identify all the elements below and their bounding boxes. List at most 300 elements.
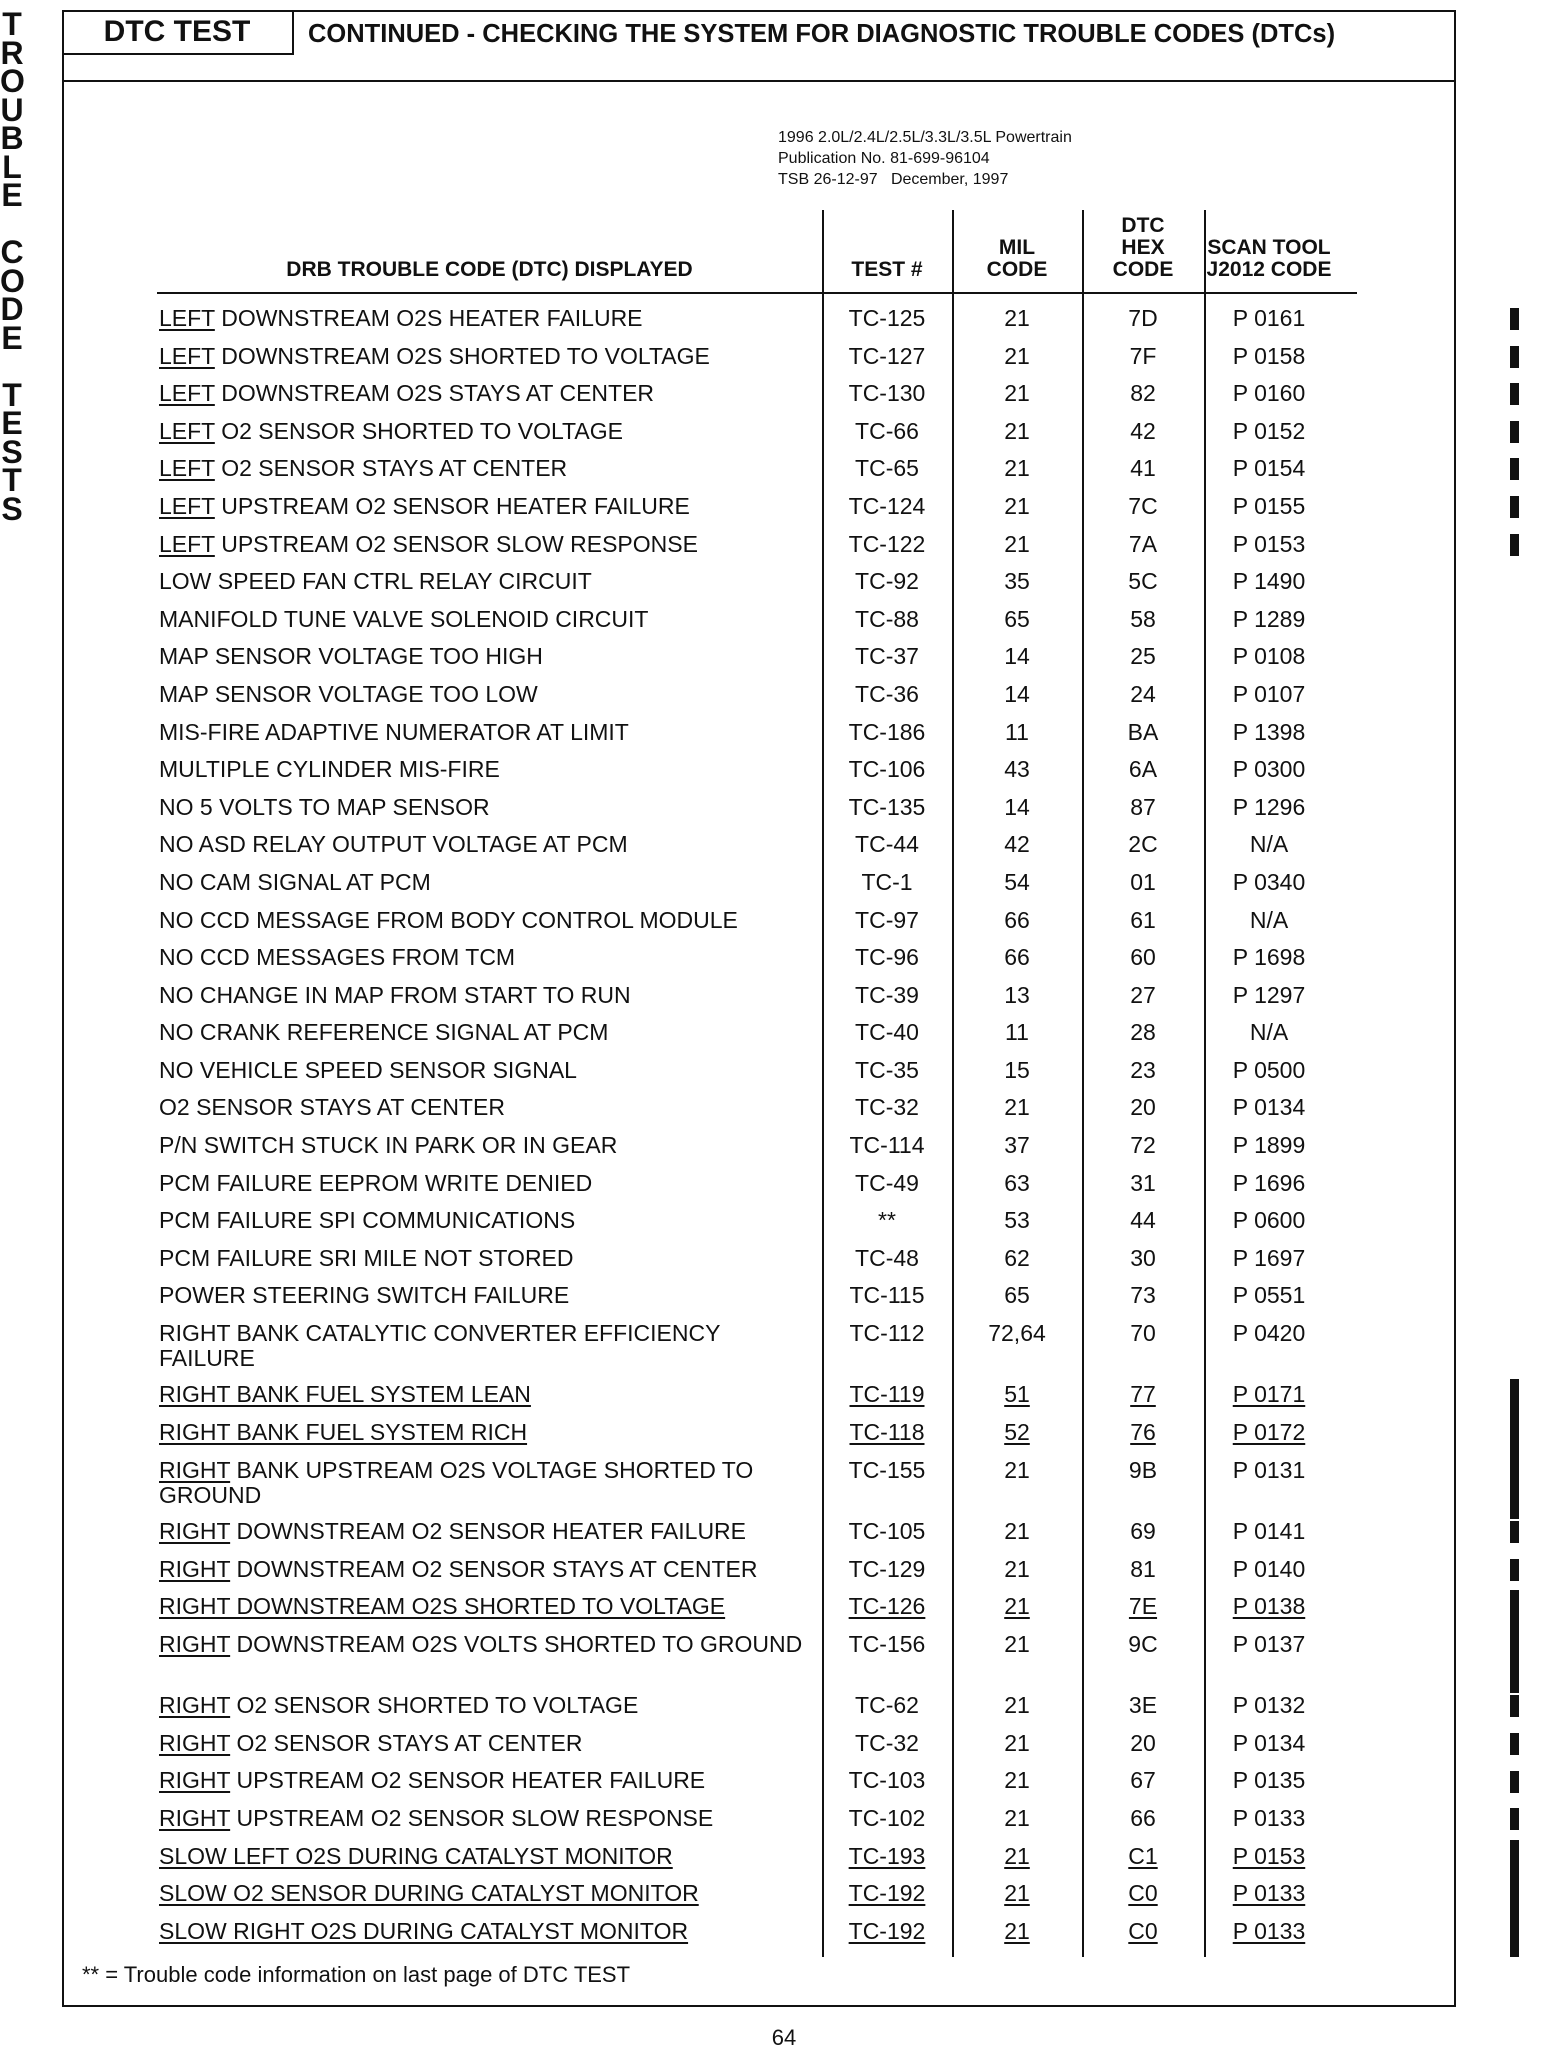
scan-tool-code: P 1297	[1232, 981, 1306, 1008]
change-bar	[1510, 1454, 1519, 1519]
hex-code: 2C	[1128, 831, 1158, 858]
dtc-description	[159, 1458, 819, 1508]
dtc-description	[159, 1693, 819, 1718]
change-bar	[1510, 1771, 1519, 1793]
test-number: TC-36	[855, 680, 919, 707]
scan-tool-code: P 0138	[1232, 1593, 1306, 1620]
header-scan	[1204, 237, 1334, 281]
scan-tool-code: P 0300	[1232, 756, 1306, 783]
dtc-description-text: NO CCD MESSAGE FROM BODY CONTROL MODULE	[159, 906, 738, 933]
scan-tool-code: P 1696	[1232, 1169, 1306, 1196]
change-bar	[1510, 1416, 1519, 1458]
dtc-description	[159, 1519, 819, 1544]
table-row	[157, 532, 1357, 570]
test-number: TC-102	[848, 1804, 926, 1831]
hex-code: 6A	[1128, 756, 1158, 783]
dtc-description	[159, 1246, 819, 1271]
dtc-description	[159, 983, 819, 1008]
hex-code: 7E	[1128, 1593, 1158, 1620]
change-bar	[1510, 1915, 1519, 1957]
test-number: TC-92	[855, 568, 919, 595]
dtc-description-text: DOWNSTREAM O2S SHORTED TO VOLTAGE	[214, 342, 710, 369]
hex-code: 58	[1130, 605, 1156, 632]
dtc-description	[159, 870, 819, 895]
test-number: TC-130	[848, 380, 926, 407]
dtc-description-text: O2 SENSOR STAYS AT CENTER	[214, 455, 568, 482]
test-number: TC-112	[849, 1320, 925, 1347]
publication-info	[778, 127, 1072, 190]
table-row	[157, 1208, 1357, 1246]
side-title-letter: R	[0, 34, 24, 71]
hex-code: 66	[1130, 1804, 1156, 1831]
change-bar	[1510, 534, 1519, 556]
test-number: TC-44	[855, 831, 919, 858]
dtc-description-text: LOW SPEED FAN CTRL RELAY CIRCUIT	[159, 568, 592, 595]
scan-tool-code: P 0132	[1232, 1692, 1306, 1719]
page-title: CONTINUED - CHECKING THE SYSTEM FOR DIAGNOSTIC TROUBLE CODES (DTCs)	[308, 20, 1336, 48]
change-bar	[1510, 346, 1519, 368]
dtc-description-text: NO CRANK REFERENCE SIGNAL AT PCM	[159, 1019, 609, 1046]
dtc-description-text: NO CCD MESSAGES FROM TCM	[159, 944, 516, 971]
test-number: TC-155	[848, 1456, 926, 1483]
footnote: ** = Trouble code information on last page of DTC TEST	[82, 1962, 631, 1987]
test-number: TC-88	[855, 605, 919, 632]
dtc-description-text: BANK UPSTREAM O2S VOLTAGE SHORTED TO GROUND	[159, 1456, 754, 1508]
mil-code: 21	[1004, 1593, 1030, 1620]
dtc-description-text: PCM FAILURE EEPROM WRITE DENIED	[159, 1169, 593, 1196]
mil-code: 21	[1004, 530, 1030, 557]
scan-tool-code: P 0551	[1232, 1282, 1306, 1309]
mil-code: 11	[1005, 1019, 1029, 1046]
dtc-description-prefix: LEFT	[159, 342, 215, 369]
dtc-description-prefix: LEFT	[159, 417, 215, 444]
table-row	[157, 720, 1357, 758]
table-row	[157, 1768, 1357, 1806]
hex-code: 9C	[1128, 1630, 1158, 1657]
dtc-description-prefix: LEFT	[159, 305, 215, 331]
hex-code: 70	[1130, 1320, 1156, 1347]
table-row	[157, 1919, 1357, 1957]
test-number: TC-105	[848, 1518, 926, 1544]
mil-code: 63	[1004, 1169, 1030, 1196]
table-row	[157, 908, 1357, 946]
dtc-description-text: O2 SENSOR STAYS AT CENTER	[159, 1094, 505, 1121]
table-row	[157, 1171, 1357, 1209]
header-hex	[1082, 215, 1204, 281]
test-number: TC-115	[849, 1282, 925, 1309]
mil-code: 65	[1004, 1282, 1030, 1309]
dtc-description-text: SLOW LEFT O2S DURING CATALYST MONITOR	[159, 1842, 673, 1869]
table-row	[157, 682, 1357, 720]
dtc-description	[159, 945, 819, 970]
side-title-letter: S	[1, 433, 23, 470]
dtc-description	[159, 682, 819, 707]
mil-code: 21	[1004, 1842, 1030, 1869]
mil-code: 66	[1004, 944, 1030, 971]
scan-tool-code: P 1697	[1232, 1244, 1306, 1271]
table-row	[157, 983, 1357, 1021]
header-scan-line: J2012 CODE	[1206, 258, 1332, 281]
change-bar	[1510, 458, 1519, 480]
dtc-description	[159, 832, 819, 857]
section-label: DTC TEST	[62, 10, 294, 55]
scan-tool-code: P 1398	[1232, 718, 1306, 745]
table-row	[157, 1321, 1357, 1382]
hex-code: C1	[1128, 1842, 1158, 1869]
table-row	[157, 1693, 1357, 1731]
dtc-description	[159, 1806, 819, 1831]
side-title-letter: T	[2, 462, 22, 498]
dtc-description-prefix: RIGHT	[159, 1518, 231, 1544]
header-desc: DRB TROUBLE CODE (DTC) DISPLAYED	[286, 258, 693, 281]
table-row	[157, 1881, 1357, 1919]
dtc-description	[159, 1058, 819, 1083]
test-number: TC-66	[855, 417, 919, 444]
mil-code: 51	[1004, 1381, 1030, 1408]
dtc-description	[159, 1382, 819, 1407]
table-row	[157, 1557, 1357, 1595]
page-number: 64	[771, 2025, 797, 2050]
mil-code: 42	[1004, 831, 1030, 858]
dtc-description-text: DOWNSTREAM O2 SENSOR STAYS AT CENTER	[230, 1555, 758, 1582]
scan-tool-code: P 0133	[1232, 1880, 1306, 1907]
side-title-letter: E	[1, 319, 23, 356]
hex-code: 77	[1130, 1381, 1156, 1408]
dtc-description-text: RIGHT BANK FUEL SYSTEM RICH	[159, 1419, 528, 1446]
table-row	[157, 945, 1357, 983]
scan-tool-code: P 0134	[1232, 1729, 1306, 1756]
hex-code: 41	[1130, 455, 1156, 482]
test-number: TC-124	[848, 492, 926, 519]
hex-code: 27	[1130, 981, 1156, 1008]
dtc-description-text: RIGHT BANK FUEL SYSTEM LEAN	[159, 1381, 531, 1408]
dtc-description-text: NO CHANGE IN MAP FROM START TO RUN	[159, 981, 631, 1008]
hex-code: 20	[1130, 1729, 1156, 1756]
mil-code: 21	[1004, 1555, 1030, 1582]
test-number: TC-119	[849, 1381, 925, 1408]
hex-code: 42	[1130, 417, 1156, 444]
test-number: TC-126	[848, 1593, 926, 1620]
hex-code: 73	[1130, 1282, 1156, 1309]
scan-tool-code: P 0153	[1232, 1842, 1306, 1869]
mil-code: 54	[1004, 868, 1030, 895]
change-bar	[1510, 421, 1519, 443]
test-number: TC-40	[855, 1019, 919, 1046]
dtc-description	[159, 1020, 819, 1045]
side-title-letter: E	[1, 177, 23, 213]
publication-line: 1996 2.0L/2.4L/2.5L/3.3L/3.5L Powertrain	[778, 129, 1072, 146]
publication-line: TSB 26-12-97 December, 1997	[778, 171, 1009, 188]
dtc-description-text: UPSTREAM O2 SENSOR HEATER FAILURE	[214, 492, 690, 519]
header-hex-line: CODE	[1112, 258, 1174, 281]
dtc-description-text: DOWNSTREAM O2S VOLTS SHORTED TO GROUND	[230, 1630, 803, 1657]
mil-code: 21	[1004, 1692, 1030, 1719]
dtc-description-prefix: RIGHT	[159, 1630, 231, 1657]
test-number: TC-125	[848, 305, 926, 331]
table-row	[157, 1058, 1357, 1096]
header-mil	[952, 237, 1082, 281]
scan-tool-code: P 1296	[1232, 793, 1306, 820]
hex-code: BA	[1127, 718, 1159, 745]
change-bar	[1510, 496, 1519, 518]
change-bar	[1510, 1877, 1519, 1919]
table-row	[157, 1133, 1357, 1171]
dtc-description-text: NO VEHICLE SPEED SENSOR SIGNAL	[159, 1056, 577, 1083]
test-number: TC-97	[855, 906, 919, 933]
test-number: TC-135	[848, 793, 926, 820]
table-row	[157, 1382, 1357, 1420]
scan-tool-code: P 0134	[1232, 1094, 1306, 1121]
dtc-description	[159, 1768, 819, 1793]
scan-tool-code: P 0131	[1232, 1456, 1306, 1483]
dtc-description	[159, 569, 819, 594]
dtc-description	[159, 1919, 819, 1944]
mil-code: 14	[1004, 680, 1030, 707]
hex-code: C0	[1128, 1880, 1158, 1907]
scan-tool-code: P 0152	[1232, 417, 1306, 444]
side-title-letter: S	[1, 490, 23, 527]
dtc-description-text: NO CAM SIGNAL AT PCM	[159, 868, 431, 895]
hex-code: 60	[1130, 944, 1156, 971]
mil-code: 65	[1004, 605, 1030, 632]
hex-code: 67	[1130, 1767, 1156, 1794]
dtc-description-prefix: RIGHT	[159, 1804, 231, 1831]
hex-code: 82	[1130, 380, 1156, 407]
dtc-description-text: PCM FAILURE SPI COMMUNICATIONS	[159, 1207, 576, 1234]
scan-tool-code: P 0171	[1232, 1381, 1306, 1408]
side-title-letter: T	[2, 6, 22, 42]
dtc-description-prefix: LEFT	[159, 530, 215, 557]
side-title-letter: B	[0, 120, 24, 156]
scan-tool-code: P 0158	[1232, 342, 1306, 369]
scan-tool-code: N/A	[1249, 831, 1289, 858]
table-row	[157, 456, 1357, 494]
mil-code: 21	[1004, 1630, 1030, 1657]
scan-tool-code: P 0600	[1232, 1207, 1306, 1234]
hex-code: 24	[1130, 680, 1156, 707]
hex-code: 5C	[1128, 568, 1158, 595]
table-row	[157, 832, 1357, 870]
test-number: TC-129	[848, 1555, 926, 1582]
dtc-description-text: RIGHT DOWNSTREAM O2S SHORTED TO VOLTAGE	[159, 1593, 726, 1620]
hex-code: 72	[1130, 1132, 1156, 1159]
test-number: TC-118	[849, 1419, 925, 1446]
dtc-description-text: MULTIPLE CYLINDER MIS-FIRE	[159, 756, 500, 783]
dtc-table	[157, 210, 1357, 1960]
change-bar	[1510, 1590, 1519, 1632]
dtc-description	[159, 795, 819, 820]
hex-code: 7F	[1129, 342, 1157, 369]
side-title-letter: O	[0, 262, 25, 299]
hex-code: 76	[1130, 1419, 1156, 1446]
scan-tool-code: P 0155	[1232, 492, 1306, 519]
dtc-description	[159, 908, 819, 933]
test-number: TC-193	[848, 1842, 926, 1869]
change-bar	[1510, 1559, 1519, 1581]
scan-tool-code: P 0107	[1232, 680, 1306, 707]
table-row	[157, 1844, 1357, 1882]
dtc-description-text: MANIFOLD TUNE VALVE SOLENOID CIRCUIT	[159, 605, 649, 632]
dtc-description-text: P/N SWITCH STUCK IN PARK OR IN GEAR	[159, 1132, 618, 1159]
dtc-description-prefix: RIGHT	[159, 1456, 231, 1483]
change-bar	[1510, 308, 1519, 330]
test-number: TC-192	[848, 1917, 926, 1944]
dtc-description-text: PCM FAILURE SRI MILE NOT STORED	[159, 1244, 574, 1271]
table-row	[157, 1020, 1357, 1058]
change-bar	[1510, 1695, 1519, 1717]
dtc-description-text: O2 SENSOR SHORTED TO VOLTAGE	[230, 1692, 639, 1719]
mil-code: 21	[1004, 1880, 1030, 1907]
mil-code: 14	[1004, 793, 1030, 820]
scan-tool-code: P 0160	[1232, 380, 1306, 407]
dtc-description-text: UPSTREAM O2 SENSOR SLOW RESPONSE	[230, 1804, 714, 1831]
dtc-description-text: RIGHT BANK CATALYTIC CONVERTER EFFICIENCY FAILURE	[159, 1320, 721, 1372]
side-title-letter: U	[0, 91, 24, 128]
table-row	[157, 1458, 1357, 1519]
mil-code: 21	[1004, 455, 1030, 482]
table-row	[157, 1246, 1357, 1284]
dtc-description	[159, 344, 819, 369]
table-row	[157, 381, 1357, 419]
table-body	[157, 306, 1357, 1956]
change-bar	[1510, 1521, 1519, 1543]
table-row	[157, 644, 1357, 682]
dtc-description-prefix: RIGHT	[159, 1692, 231, 1719]
scan-tool-code: P 0340	[1232, 868, 1306, 895]
test-number: TC-35	[855, 1056, 919, 1083]
hex-code: 9B	[1128, 1456, 1158, 1483]
test-number: TC-65	[855, 455, 919, 482]
hex-code: 28	[1130, 1019, 1156, 1046]
hex-code: 23	[1130, 1056, 1156, 1083]
dtc-description	[159, 1321, 819, 1371]
mil-code: 35	[1004, 568, 1030, 595]
table-row	[157, 569, 1357, 607]
hex-code: C0	[1128, 1917, 1158, 1944]
test-number: TC-186	[848, 718, 926, 745]
mil-code: 21	[1004, 1518, 1030, 1544]
mil-code: 15	[1004, 1056, 1030, 1083]
mil-code: 21	[1004, 305, 1030, 331]
mil-code: 21	[1004, 342, 1030, 369]
dtc-description	[159, 607, 819, 632]
dtc-description	[159, 1171, 819, 1196]
table-row	[157, 1731, 1357, 1769]
side-title-letter: O	[0, 63, 25, 99]
scan-tool-code: P 0154	[1232, 455, 1306, 482]
mil-code: 43	[1004, 756, 1030, 783]
change-bar	[1510, 1628, 1519, 1693]
side-title-letter: L	[2, 148, 22, 185]
side-title-letter: C	[0, 234, 24, 270]
dtc-description	[159, 1208, 819, 1233]
header-test: TEST #	[851, 258, 923, 281]
scan-tool-code: P 0137	[1232, 1630, 1306, 1657]
change-bar	[1510, 1808, 1519, 1830]
dtc-description-prefix: LEFT	[159, 380, 215, 407]
test-number: TC-103	[848, 1767, 926, 1794]
test-number: TC-156	[848, 1630, 926, 1657]
mil-code: 52	[1004, 1419, 1030, 1446]
scan-tool-code: N/A	[1249, 1019, 1289, 1046]
test-number: TC-49	[855, 1169, 919, 1196]
dtc-description-text: NO ASD RELAY OUTPUT VOLTAGE AT PCM	[159, 831, 628, 858]
dtc-description-prefix: LEFT	[159, 492, 215, 519]
dtc-description	[159, 1881, 819, 1906]
scan-tool-code: P 0133	[1232, 1917, 1306, 1944]
dtc-description	[159, 644, 819, 669]
hex-code: 25	[1130, 643, 1156, 670]
scan-tool-code: N/A	[1249, 906, 1289, 933]
change-bar	[1510, 383, 1519, 405]
dtc-description	[159, 1844, 819, 1869]
table-row	[157, 1283, 1357, 1321]
change-bar	[1510, 1379, 1519, 1421]
dtc-description-text: UPSTREAM O2 SENSOR HEATER FAILURE	[230, 1767, 706, 1794]
mil-code: 21	[1004, 1456, 1030, 1483]
dtc-description	[159, 1557, 819, 1582]
test-number: TC-39	[855, 981, 919, 1008]
header-bar	[62, 10, 1456, 82]
table-row	[157, 306, 1357, 344]
dtc-description	[159, 1283, 819, 1308]
mil-code: 11	[1005, 718, 1029, 745]
side-title-letter: E	[1, 405, 23, 441]
table-row	[157, 607, 1357, 645]
scan-tool-code: P 1899	[1232, 1132, 1306, 1159]
hex-code: 31	[1130, 1169, 1156, 1196]
scan-tool-code: P 0500	[1232, 1056, 1306, 1083]
table-row	[157, 1594, 1357, 1632]
scan-tool-code: P 0172	[1232, 1419, 1306, 1446]
dtc-description-prefix: RIGHT	[159, 1767, 231, 1794]
hex-code: 69	[1130, 1518, 1156, 1544]
scan-tool-code: P 1490	[1232, 568, 1306, 595]
table-row	[157, 795, 1357, 833]
hex-code: 20	[1130, 1094, 1156, 1121]
scan-tool-code: P 1698	[1232, 944, 1306, 971]
header-rule	[157, 292, 1357, 294]
mil-code: 21	[1004, 1917, 1030, 1944]
table-row	[157, 1095, 1357, 1133]
mil-code: 21	[1004, 1094, 1030, 1121]
mil-code: 21	[1004, 1767, 1030, 1794]
header-mil-line: MIL	[998, 236, 1036, 259]
dtc-description	[159, 1133, 819, 1158]
hex-code: 61	[1130, 906, 1156, 933]
table-row	[157, 757, 1357, 795]
dtc-description	[159, 532, 819, 557]
publication-line: Publication No. 81-699-96104	[778, 150, 990, 167]
dtc-description	[159, 306, 819, 331]
mil-code: 21	[1004, 1729, 1030, 1756]
dtc-description	[159, 757, 819, 782]
scan-tool-code: P 0108	[1232, 643, 1306, 670]
hex-code: 7A	[1128, 530, 1158, 557]
dtc-description-prefix: RIGHT	[159, 1729, 231, 1756]
table-row	[157, 870, 1357, 908]
hex-code: 7C	[1128, 492, 1158, 519]
dtc-description-text: MIS-FIRE ADAPTIVE NUMERATOR AT LIMIT	[159, 718, 629, 745]
hex-code: 87	[1130, 793, 1156, 820]
dtc-description-text: MAP SENSOR VOLTAGE TOO LOW	[159, 680, 538, 707]
header-scan-line: SCAN TOOL	[1207, 236, 1331, 259]
dtc-description-text: O2 SENSOR SHORTED TO VOLTAGE	[214, 417, 623, 444]
test-number: TC-192	[848, 1880, 926, 1907]
table-row	[157, 494, 1357, 532]
scan-tool-code: P 1289	[1232, 605, 1306, 632]
table-row	[157, 419, 1357, 457]
